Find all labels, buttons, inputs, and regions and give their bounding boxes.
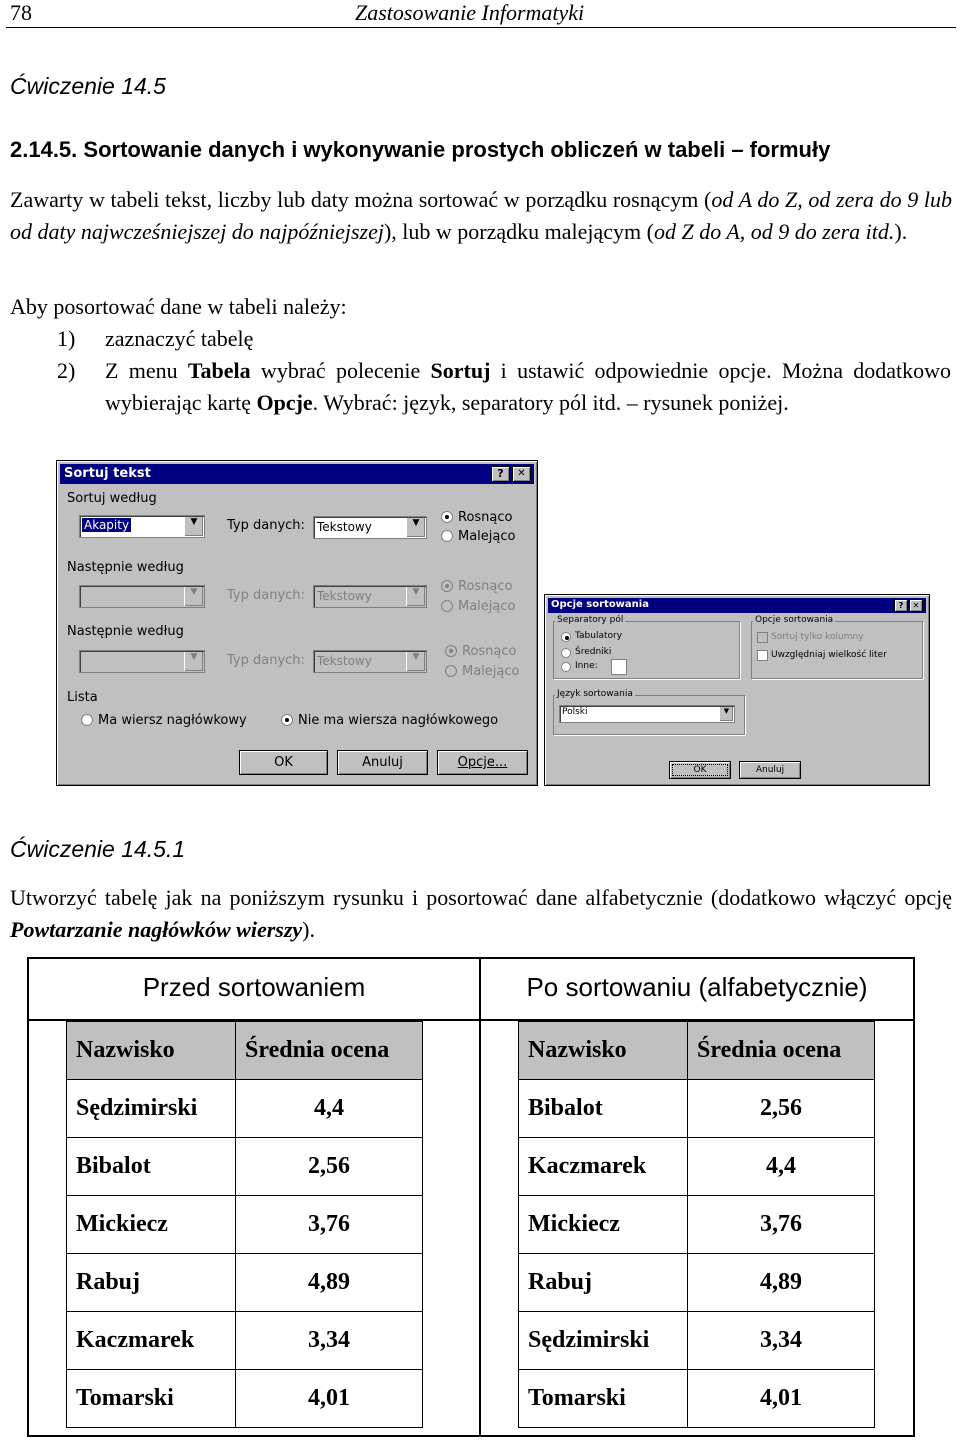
ascending-label: Rosnąco [458,510,513,525]
ascending-radio[interactable] [441,511,453,523]
sort-by-value: Akapity [84,518,130,532]
intro-text: ). [894,219,908,244]
ascending-radio[interactable] [445,645,457,657]
exercise-text: ). [302,917,315,942]
has-header-radio[interactable] [81,714,93,726]
ascending-radio[interactable] [441,580,453,592]
dialog-titlebar [548,598,926,613]
intro-text: ), lub w porządku malejącym ( [383,219,654,244]
step-bold: Tabela [187,358,251,383]
other-separator-input[interactable] [611,659,627,675]
intro-italic: od Z do A, od 9 do zera itd. [653,219,895,244]
ok-button[interactable]: OK [239,750,328,775]
header-cell-name: Nazwisko [518,1021,688,1080]
header-cell-grade: Średnia ocena [235,1021,423,1080]
table-cell-grade: 3,34 [687,1311,875,1370]
dialog-title: Opcje sortowania [551,599,649,610]
close-button[interactable]: ✕ [909,599,923,612]
table-cell-name: Sędzimirski [518,1311,688,1370]
then-by-select[interactable] [79,585,205,608]
cancel-button[interactable]: Anuluj [337,750,428,775]
no-header-radio[interactable] [281,714,293,726]
before-title: Przed sortowaniem [142,972,366,1002]
cancel-button[interactable]: Anuluj [739,761,801,779]
intro-text: Zawarty w tabeli tekst, liczby lub daty można sortować w porządku rosnącym ( [10,187,712,212]
table-cell-grade: 4,89 [235,1253,423,1312]
ascending-label: Rosnąco [458,579,513,594]
table-cell-grade: 3,34 [235,1311,423,1370]
descending-radio[interactable] [441,530,453,542]
table-cell-name: Rabuj [518,1253,688,1312]
tabs-label: Tabulatory [575,631,623,641]
case-sensitive-label: Uwzględniaj wielkość liter [771,650,887,660]
sort-by-label: Sortuj według [67,491,157,506]
case-sensitive-checkbox[interactable] [757,650,768,661]
data-type-value: Tekstowy [317,520,372,534]
help-button[interactable]: ? [491,466,510,482]
table-cell-name: Mickiecz [518,1195,688,1254]
data-type-select[interactable] [313,585,427,608]
close-button[interactable]: ✕ [512,466,531,482]
descending-label: Malejąco [458,599,516,614]
after-title: Po sortowaniu (alfabetycznie) [526,972,868,1002]
table-cell-name: Bibalot [66,1137,236,1196]
data-type-label: Typ danych: [227,518,305,533]
step-1-text: zaznaczyć tabelę [105,326,254,351]
sort-options-label: Opcje sortowania [755,615,834,625]
sort-by-select[interactable] [79,515,205,538]
step-2-number: 2) [57,358,76,383]
descending-radio[interactable] [445,665,457,677]
step-bold: Sortuj [430,358,491,383]
step-1-number: 1) [57,326,76,351]
chevron-down-icon[interactable]: ▼ [406,518,425,537]
page-number: 78 [10,0,32,25]
chevron-down-icon[interactable]: ▼ [406,587,425,606]
sort-language-label: Język sortowania [557,689,633,699]
help-button[interactable]: ? [894,599,908,612]
table-cell-grade: 4,01 [687,1369,875,1428]
table-cell-grade: 3,76 [235,1195,423,1254]
exercise-description [10,882,952,946]
table-cell-grade: 4,4 [687,1137,875,1196]
step-text: i ustawić odpowiednie opcje. Można dodatkowo wybierając kartę [105,358,951,415]
step-text: wybrać polecenie [250,358,431,383]
dialog-titlebar [60,464,534,484]
then-by-label: Następnie według [67,560,184,575]
exercise-title: Ćwiczenie 14.5.1 [10,836,186,862]
chevron-down-icon[interactable]: ▼ [184,652,203,671]
table-cell-grade: 4,89 [687,1253,875,1312]
other-radio[interactable] [561,662,571,672]
table-cell-grade: 2,56 [235,1137,423,1196]
exercise-title: Ćwiczenie 14.5 [10,73,166,99]
sort-text-dialog [56,460,538,786]
step-bold: Opcje [256,390,313,415]
table-cell-grade: 3,76 [687,1195,875,1254]
exercise-text: Utworzyć tabelę jak na poniższym rysunku i posortować dane alfabetycznie (dodatkowo włączyć opcję [10,885,952,910]
data-type-label: Typ danych: [227,588,305,603]
table-cell-name: Kaczmarek [518,1137,688,1196]
data-type-select[interactable] [313,516,427,539]
step-text: . Wybrać: język, separatory pól itd. – rysunek poniżej. [312,390,789,415]
semicolons-radio[interactable] [561,648,571,658]
columns-only-checkbox[interactable] [757,632,768,643]
table-cell-grade: 4,4 [235,1079,423,1138]
chevron-down-icon[interactable]: ▼ [719,707,733,721]
no-header-label: Nie ma wiersza nagłówkowego [298,713,499,728]
ok-button[interactable]: OK [669,761,731,779]
intro-paragraph [10,184,952,248]
data-type-value: Tekstowy [317,589,372,603]
table-cell-name: Tomarski [518,1369,688,1428]
header-cell-name: Nazwisko [66,1021,236,1080]
step-2-text [105,355,951,419]
comparison-divider [479,957,481,1437]
then-by-label: Następnie według [67,624,184,639]
descending-radio[interactable] [441,600,453,612]
descending-label: Malejąco [462,664,520,679]
dialog-title: Sortuj tekst [64,466,151,481]
table-cell-grade: 4,01 [235,1369,423,1428]
chevron-down-icon[interactable]: ▼ [184,517,203,536]
data-type-label: Typ danych: [227,653,305,668]
data-type-select[interactable] [313,650,427,673]
table-cell-grade: 2,56 [687,1079,875,1138]
table-cell-name: Mickiecz [66,1195,236,1254]
descending-label: Malejąco [458,529,516,544]
table-cell-name: Bibalot [518,1079,688,1138]
chevron-down-icon[interactable]: ▼ [406,652,425,671]
running-title: Zastosowanie Informatyki [355,0,585,25]
intro-italic: od A do Z, od zera do 9 lub od daty najwcześniejszej do najpóźniejszej [10,187,952,244]
table-cell-name: Sędzimirski [66,1079,236,1138]
ascending-label: Rosnąco [462,644,517,659]
exercise-bold-italic: Powtarzanie nagłówków wierszy [10,917,303,942]
table-cell-name: Tomarski [66,1369,236,1428]
sort-language-select[interactable] [559,705,735,723]
header-rule [6,27,956,28]
data-type-value: Tekstowy [317,654,372,668]
semicolons-label: Średniki [575,647,612,657]
tabs-radio[interactable] [561,632,571,642]
section-title: 2.14.5. Sortowanie danych i wykonywanie prostych obliczeń w tabeli – formuły [10,137,831,162]
chevron-down-icon[interactable]: ▼ [184,587,203,606]
sort-language-value: Polski [562,707,588,717]
columns-only-label: Sortuj tylko kolumny [771,632,864,642]
has-header-label: Ma wiersz nagłówkowy [98,713,247,728]
steps-intro: Aby posortować dane w tabeli należy: [10,294,347,319]
table-cell-name: Rabuj [66,1253,236,1312]
header-cell-grade: Średnia ocena [687,1021,875,1080]
table-cell-name: Kaczmarek [66,1311,236,1370]
step-text: Z menu [105,358,188,383]
options-button[interactable]: Opcje... [437,750,528,775]
sort-options-dialog [544,594,930,786]
other-label: Inne: [575,661,598,671]
field-separators-label: Separatory pól [557,615,624,625]
then-by-select[interactable] [79,650,205,673]
list-label: Lista [67,690,98,705]
